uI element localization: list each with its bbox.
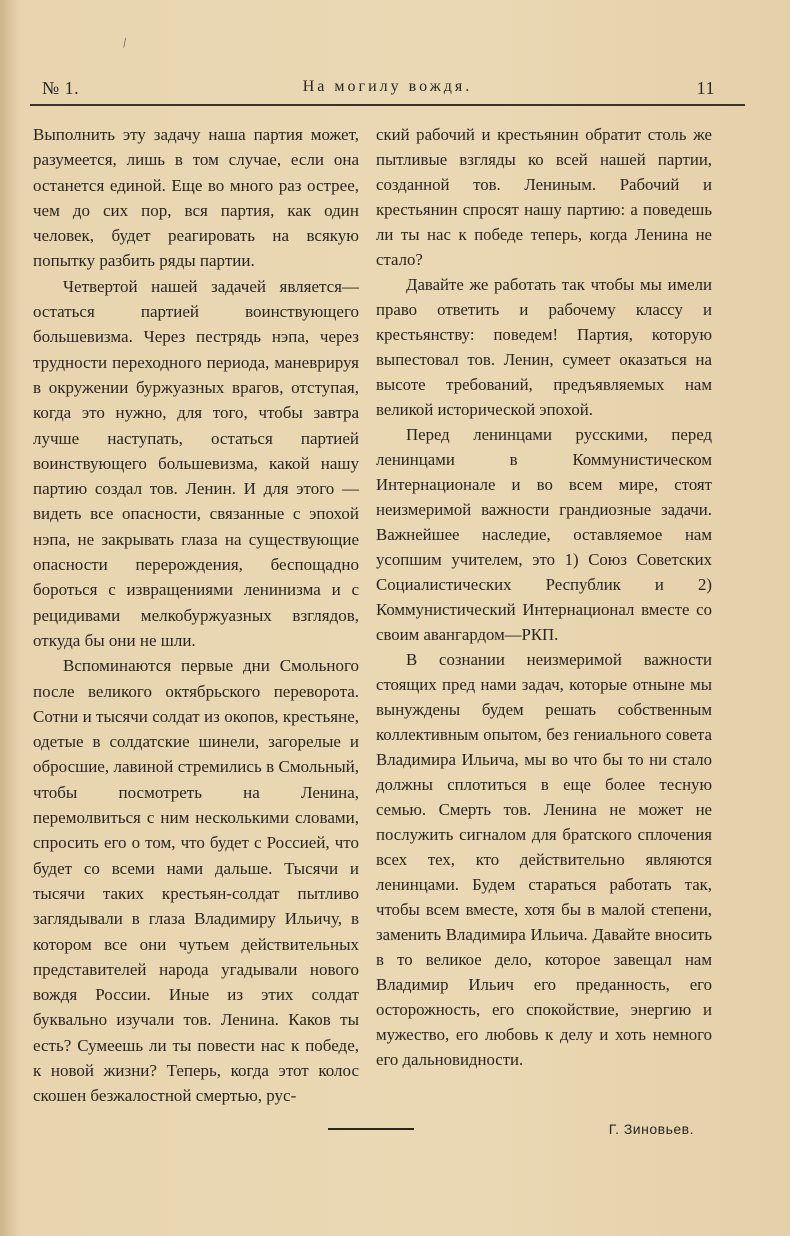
right-column [376, 122, 712, 1072]
paragraph: Вспоминаются первые дни Смольного после великого октябрьского переворота. Сотни и тысячи солдат из окопов, крестьяне, одетые в солдатские шинели, загорелые и обросшие, лавиной стремились в Смольный, чтобы посмотреть на Ленина, перемолвиться с ним несколькими словами, спросить его о том, что будет с Россией, что будет со всеми нами дальше. Тысячи и тысячи таких крестьян-солдат пытливо заглядывали в глаза Владимиру Ильичу, в котором все они чутьем действительных представителей народа угадывали нового вождя России. Иные из этих солдат буквально изучали тов. Ленина. Каков ты есть? Сумеешь ли ты повести нас к победе, к новой жизни? Теперь, когда этот колос скошен безжалостной смертью, рус- [33, 656, 359, 1106]
paragraph: ский рабочий и крестьянин обратит столь же пытливые взгляды ко всей нашей партии, созданной тов. Лениным. Рабочий и крестьянин спросят нашу партию: а поведешь ли ты нас к победе теперь, когда Ленина не стало? [376, 125, 712, 269]
paragraph: Четвертой нашей задачей является—остаться партией воинствующего большевизма. Через пестрядь нэпа, через трудности переходного периода, маневрируя в окружении буржуазных врагов, отступая, когда это нужно, для того, чтобы завтра лучше наступать, остаться партией воинствующего большевизма, какой нашу партию создал тов. Ленин. И для этого — видеть все опасности, связанные с эпохой нэпа, не закрывать глаза на существующие опасности перерождения, беспощадно бороться с извращениями ленинизма и с рецидивами мелкобуржуазных взглядов, откуда бы они не шли. [33, 276, 359, 650]
paragraph: Давайте же работать так чтобы мы имели право ответить и рабочему классу и крестьянству: поведем! Партия, которую выпестовал тов. Ленин, сумеет оказаться на высоте требований, предъявляемых нам великой исторической эпохой. [376, 275, 712, 419]
left-column [33, 122, 359, 1109]
running-header [30, 70, 745, 102]
ink-mark: \ [118, 36, 130, 52]
end-rule [328, 1128, 414, 1130]
page-number: 11 [696, 78, 715, 98]
paragraph: Выполнить эту задачу наша партия может, разумеется, лишь в том случае, если она останется единой. Еще во много раз острее, чем до сих пор, вся партия, как один человек, будет реагировать на всякую попытку разбить ряды партии. [33, 125, 359, 271]
author-signature: Г. Зиновьев. [608, 1121, 694, 1137]
running-title: На могилу вождя. [302, 78, 473, 95]
paragraph: Перед ленинцами русскими, перед ленинцами в Коммунистическом Интернационале и во всем мире, стоят неизмеримой важности грандиозные задачи. Важнейшее наследие, оставляемое нам усопшим учителем, это 1) Союз Советских Социалистических Республик и 2) Коммунистический Интернационал вместе со своим авангардом—РКП. [376, 425, 712, 644]
paragraph: В сознании неизмеримой важности стоящих пред нами задач, которые отныне мы вынуждены будем решать собственным коллективным опытом, без гениального совета Владимира Ильича, мы во что бы то ни стало должны сплотиться в еще более тесную семью. Смерть тов. Ленина не может не послужить сигналом для братского сплочения всех тех, кто действительно являются ленинцами. Будем стараться работать так, чтобы всем вместе, хотя бы в малой степени, заменить Владимира Ильича. Давайте вносить в то великое дело, которое завещал нам Владимир Ильич его преданность, его осторожность, его спокойствие, энергию и мужество, его любовь к делу и хоть немного его дальновидности. [376, 650, 712, 1069]
header-rule [30, 104, 745, 106]
issue-number: № 1. [42, 78, 80, 98]
